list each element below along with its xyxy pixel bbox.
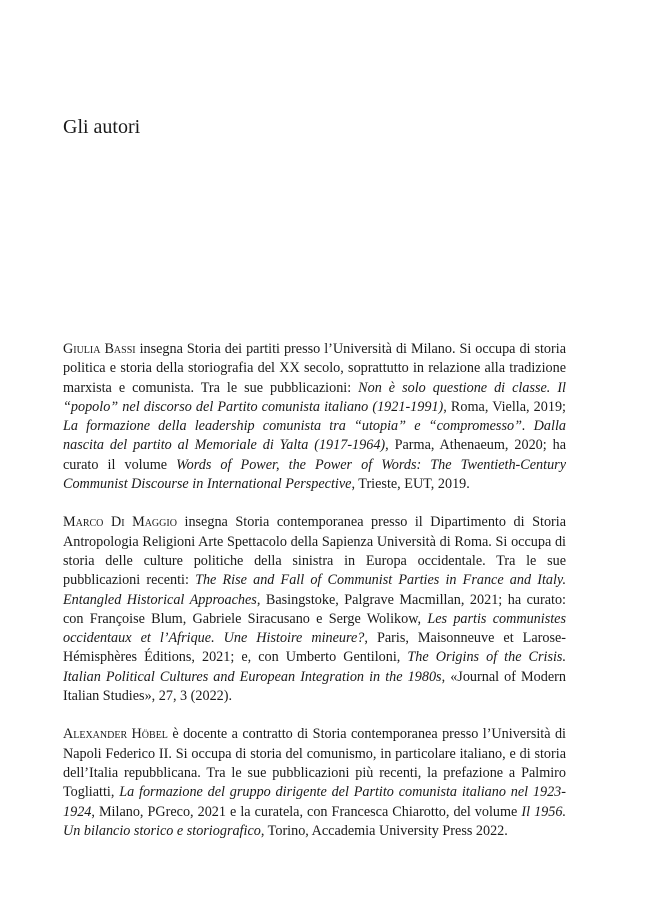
bio-text: , Milano, PGreco, 2021 e la curatela, con Francesca Chiarotto, del volume bbox=[91, 803, 522, 820]
publication-title: The Rise and Fall of Communist Parties in France and Italy. Entangled Historical Approaches bbox=[63, 572, 566, 608]
bio-text: , Basingstoke, Palgrave Macmillan, 2021; ha curato: con Françoise Blum, Gabriele Siracusano e Serge Wolikow, bbox=[63, 591, 567, 627]
publication-title: La formazione del gruppo dirigente del Partito comunista italiano nel 1923-1924 bbox=[63, 784, 566, 820]
author-bio bbox=[63, 340, 566, 494]
bio-text: insegna Storia contemporanea presso il Dipartimento di Storia Antropologia Religioni Arte Spettacolo della Sapienza Università di Roma. Si occupa di storia delle culture politiche della sinistra in Europa occidentale. Tra le sue pubblicazioni recenti: bbox=[63, 514, 567, 589]
page-title: Gli autori bbox=[63, 116, 141, 138]
publication-title: Non è solo questione di classe. Il “popolo” nel discorso del Partito comunista italiano (1921-1991) bbox=[63, 379, 566, 415]
publication-title: The Origins of the Crisis. Italian Political Cultures and European Integration in the 1980s bbox=[63, 649, 567, 685]
bio-text: , Parma, Athenaeum, 2020; ha curato il volume bbox=[63, 437, 566, 473]
author-bios bbox=[63, 340, 566, 860]
publication-title: Words of Power, the Power of Words: The Twentieth-Century Communist Discourse in International Perspective bbox=[63, 456, 566, 493]
bio-text: , «Journal of Modern Italian Studies», 27, 3 (2022). bbox=[63, 668, 566, 705]
author-bio bbox=[63, 725, 566, 841]
publication-title: La formazione della leadership comunista tra “utopia” e “compromesso”. Dalla nascita del partito al Memoriale di Yalta (1917-1964) bbox=[63, 418, 566, 454]
author-name: Marco Di Maggio bbox=[63, 514, 177, 531]
publication-title: Les partis communistes occidentaux et l’Afrique. Une Histoire mineure? bbox=[63, 610, 566, 647]
bio-text: , Roma, Viella, 2019; bbox=[443, 398, 567, 415]
bio-text: è docente a contratto di Storia contemporanea presso l’Università di Napoli Federico II. Si occupa di storia del comunismo, in particolare italiano, e di storia dell’Italia repubblicana. Tra le sue pubblicazioni più recenti, la prefazione a Palmiro Togliatti, bbox=[63, 726, 566, 801]
bio-text: , Torino, Accademia University Press 2022. bbox=[260, 822, 508, 839]
author-bio bbox=[63, 513, 566, 706]
author-name: Alexander Höbel bbox=[63, 726, 168, 743]
author-name: Giulia Bassi bbox=[63, 341, 136, 357]
publication-title: Il 1956. Un bilancio storico e storiografico bbox=[63, 803, 567, 839]
bio-text: insegna Storia dei partiti presso l’Università di Milano. Si occupa di storia politica e storia della storiografia del XX secolo, soprattutto in relazione alla tradizione marxista e comunista. Tra le sue pubblicazioni: bbox=[63, 341, 566, 396]
bio-text: , Trieste, EUT, 2019. bbox=[351, 476, 470, 493]
bio-text: , Paris, Maisonneuve et Larose-Hémisphères Éditions, 2021; e, con Umberto Gentiloni, bbox=[63, 630, 566, 666]
